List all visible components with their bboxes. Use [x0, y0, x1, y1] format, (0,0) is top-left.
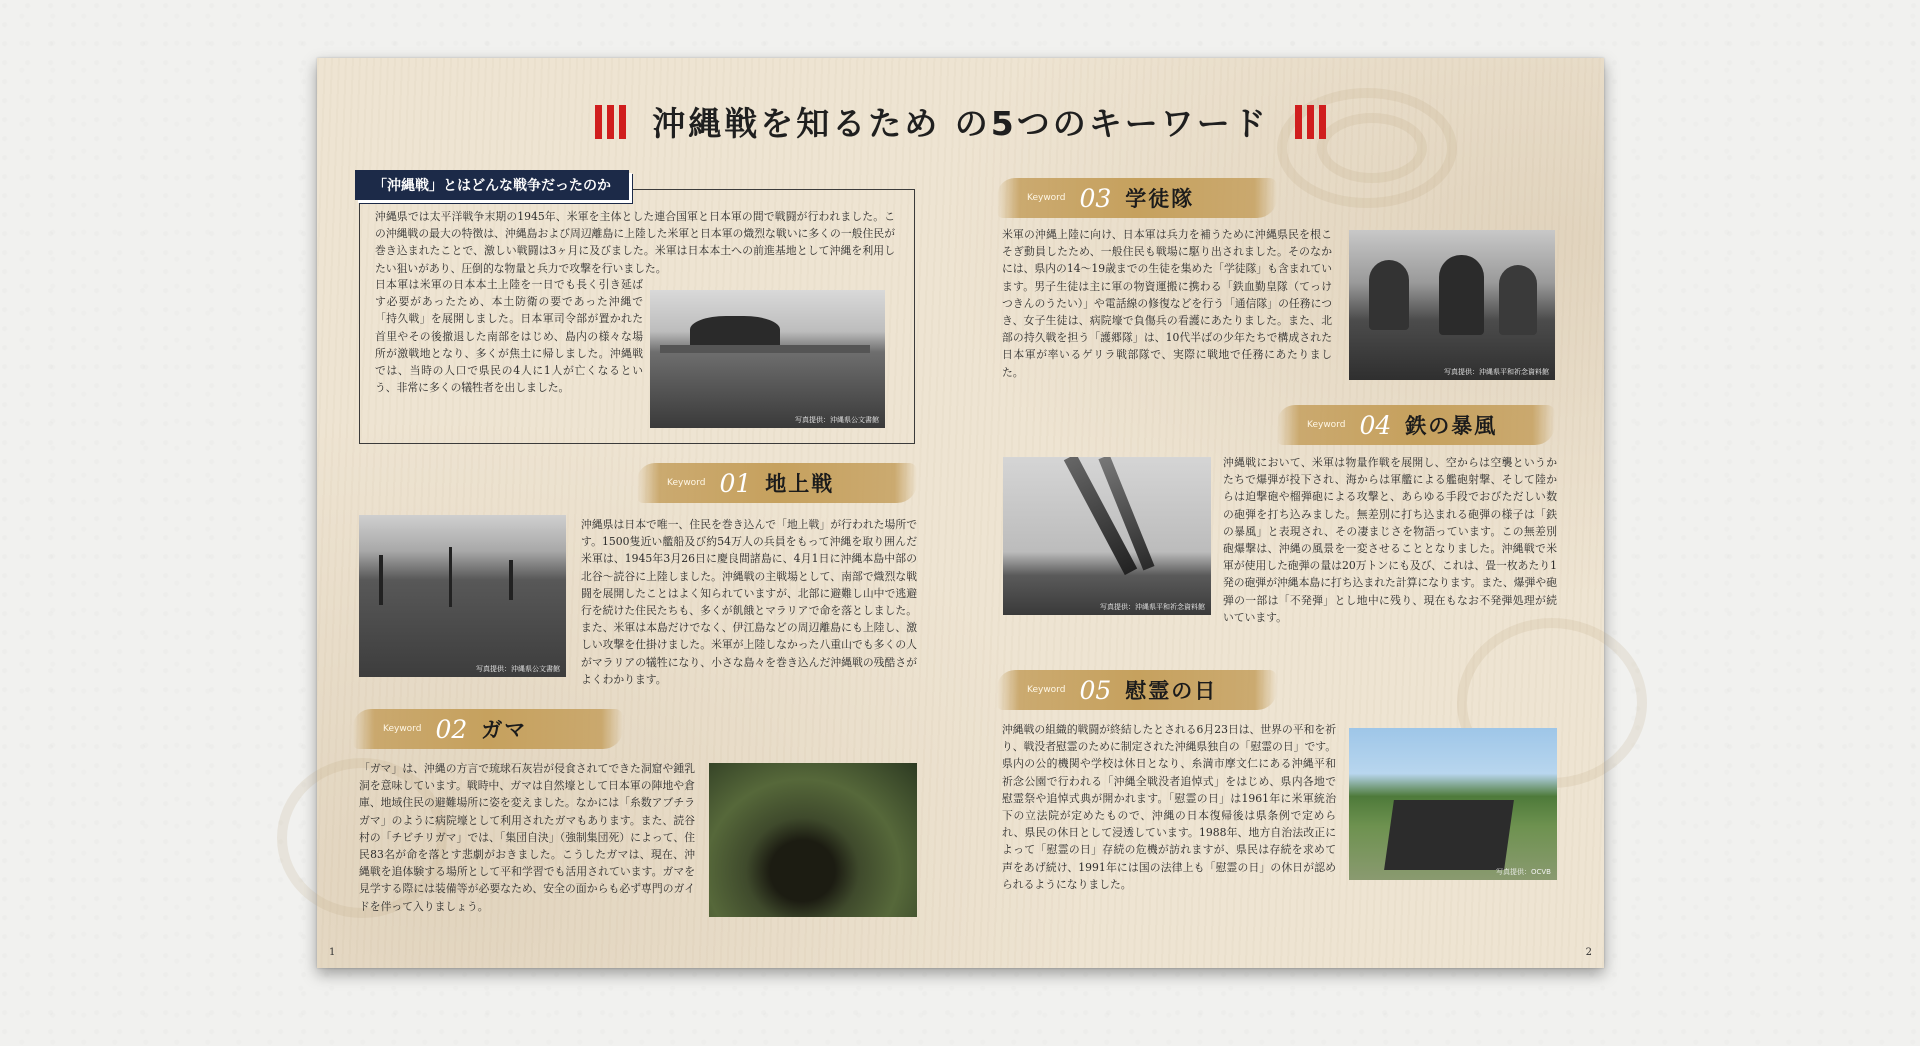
- keyword-label: Keyword: [667, 478, 706, 488]
- keyword-name: 地上戦: [765, 471, 835, 496]
- student-corps-photo: [1349, 230, 1555, 380]
- brochure-spread: [317, 58, 1604, 968]
- photo-caption: 写真提供：沖縄県平和祈念資料館: [1100, 603, 1205, 611]
- keyword-01-text: 沖縄県は日本で唯一、住民を巻き込んで「地上戦」が行われた場所です。1500隻近い艦船及び約54万人の兵員をもって沖縄を取り囲んだ米軍は、1945年3月26日に慶良間諸島に、4月1日に沖縄本島中部の北谷〜読谷に上陸しました。沖縄戦の主戦場として、南部で熾烈な戦闘を展開したことはよく知られていますが、北部に避難し山中で逃避行を続けた住民たちも、多くが飢餓とマラリアで命を落としました。また、米軍は本島だけでなく、伊江島などの周辺離島にも上陸し、激しい攻撃を仕掛けました。米軍が上陸しなかった八重山でも多くの人がマラリアの犠牲になり、小さな島々を巻き込んだ沖縄戦の残酷さがよくわかります。: [581, 518, 917, 686]
- battlefield-photo: [650, 290, 885, 428]
- keyword-name: 学徒隊: [1125, 186, 1195, 211]
- keyword-04-banner: [1277, 405, 1555, 445]
- keyword-number: 04: [1359, 410, 1392, 440]
- keyword-04-text: 沖縄戦において、米軍は物量作戦を展開し、空からは空襲というかたちで爆弾が投下され、海からは軍艦による艦砲射撃、そして陸からは迫撃砲や榴弾砲による攻撃と、あらゆる手段でおびただしい数の砲弾を打ち込みました。無差別に打ち込まれる砲弾の様子は「鉄の暴風」と表現され、その凄まじさを物語っています。この無差別砲爆撃は、沖縄の風景を一変させることとなりました。沖縄戦で米軍が使用した砲弾の量は20万トンにも及び、これは、畳一枚あたり1発の砲弾が沖縄本島に打ち込まれた計算になります。また、爆弾や砲弾の一部は「不発弾」とし地中に残り、現在もなお不発弾処理が続いています。: [1223, 456, 1557, 624]
- keyword-03-banner: [997, 178, 1277, 218]
- page-number-right: 2: [1585, 947, 1592, 958]
- keyword-number: 03: [1079, 183, 1112, 213]
- keyword-02-banner: [353, 709, 623, 749]
- gama-cave-photo: [709, 763, 917, 917]
- red-bars-icon: [595, 105, 626, 139]
- red-bars-icon: [1295, 105, 1326, 139]
- keyword-03-text: 米軍の沖縄上陸に向け、日本軍は兵力を補うために沖縄県民を根こそぎ動員したため、一般住民も戦場に駆り出されました。そのなかには、県内の14〜19歳までの生徒を集めた「学徒隊」も含まれています。男子生徒は主に軍の物資運搬に携わる「鉄血勤皇隊（てっけつきんのうたい）」や電話線の修復などを行う「通信隊」の任務につき、女子生徒は、病院壕で負傷兵の看護にあたりました。また、北部の持久戦を担う「護郷隊」は、10代半ばの少年たちで構成された日本軍が率いるゲリラ戦部隊で、実際に戦地で任務にあたりました。: [1002, 228, 1332, 379]
- photo-caption: 写真提供：OCVB: [1496, 868, 1551, 876]
- keyword-01-banner: [637, 463, 917, 503]
- memorial-photo: [1349, 728, 1557, 880]
- keyword-label: Keyword: [1307, 420, 1346, 430]
- title-text: 沖縄戦を知るため の5つのキーワード: [652, 104, 1269, 143]
- page-title: [317, 98, 1604, 145]
- keyword-05-banner: [997, 670, 1277, 710]
- keyword-number: 05: [1079, 675, 1112, 705]
- keyword-number: 02: [435, 714, 468, 744]
- keyword-02-text: 「ガマ」は、沖縄の方言で琉球石灰岩が侵食されてできた洞窟や鍾乳洞を意味しています。戦時中、ガマは自然壕として日本軍の陣地や倉庫、地域住民の避難場所に姿を変えました。なかには「糸数アブチラガマ」のように病院壕として利用されたガマもあります。また、読谷村の「チビチリガマ」では、「集団自決」（強制集団死）によって、住民83名が命を落とす悲劇がおきました。こうしたガマは、現在、沖縄戦を追体験する場所として平和学習でも活用されています。ガマを見学する際には装備等が必要なため、安全の面からも必ず専門のガイドを伴って入りましょう。: [359, 762, 695, 913]
- keyword-number: 01: [719, 468, 752, 498]
- photo-caption: 写真提供：沖縄県公文書館: [795, 416, 879, 424]
- intro-text-side: 日本軍は米軍の日本本土上陸を一日でも長く引き延ばす必要があったため、本土防衛の要であった沖縄で「持久戦」を展開しました。日本軍司令部が置かれた首里やその後撤退した南部をはじめ、島内の様々な場所が激戦地となり、多くが焦土に帰しました。沖縄戦では、当時の人口で県民の4人に1人が亡くなるという、非常に多くの犠牲者を出しました。: [375, 278, 643, 395]
- keyword-label: Keyword: [1027, 685, 1066, 695]
- photo-caption: 写真提供：沖縄県公文書館: [476, 665, 560, 673]
- page-number-left: 1: [329, 947, 336, 958]
- keyword-name: 慰霊の日: [1125, 678, 1218, 703]
- iron-storm-photo: [1003, 457, 1211, 615]
- keyword-05-text: 沖縄戦の組織的戦闘が終結したとされる6月23日は、世界の平和を祈り、戦没者慰霊のために制定された沖縄県独自の「慰霊の日」です。県内の公的機関や学校は休日となり、糸満市摩文仁にある沖縄平和祈念公園で行われる「沖縄全戦没者追悼式」をはじめ、県内各地で慰霊祭や追悼式典が開かれます。「慰霊の日」は1961年に米軍統治下の立法院が定めたもので、沖縄の日本復帰後は県条例で定められ、県民の休日として浸透しています。1988年、地方自治法改正によって「慰霊の日」存続の危機が訪れますが、県民は存続を求めて声をあげ続け、1991年には国の法律上も「慰霊の日」の休日が認められるようになりました。: [1002, 723, 1336, 891]
- keyword-label: Keyword: [1027, 193, 1066, 203]
- intro-heading: 「沖縄戦」とはどんな戦争だったのか: [355, 170, 629, 200]
- keyword-label: Keyword: [383, 724, 422, 734]
- ground-battle-photo: [359, 515, 566, 677]
- keyword-name: ガマ: [481, 717, 528, 742]
- intro-text-top: 沖縄県では太平洋戦争末期の1945年、米軍を主体とした連合国軍と日本軍の間で戦闘が行われました。この沖縄戦の最大の特徴は、沖縄島および周辺離島に上陸した米軍と日本軍の熾烈な戦いに多くの一般住民が巻き込まれたことで、激しい戦闘は3ヶ月に及びました。米軍は日本本土への前進基地として沖縄を利用したい狙いがあり、圧倒的な物量と兵力で攻撃を行いました。: [375, 210, 895, 275]
- photo-caption: 写真提供：沖縄県平和祈念資料館: [1444, 368, 1549, 376]
- keyword-name: 鉄の暴風: [1405, 413, 1498, 438]
